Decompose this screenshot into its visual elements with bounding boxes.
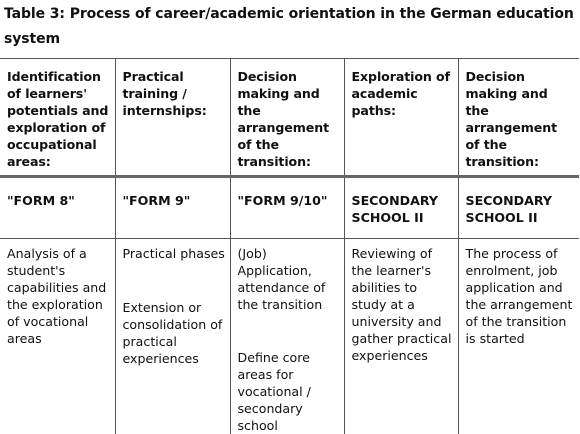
cell-paragraph: Practical phases [123,245,226,262]
table-row-forms [0,177,579,239]
form-cell-5: SECONDARY SCHOOL II [458,177,579,239]
table-header-row [0,59,579,177]
header-text: Identification of learners' potentials and exploration of occupational areas: [7,68,111,170]
header-text: Practical training / internships: [123,68,226,119]
cell-paragraph: Reviewing of the learner's abilities to study at a university and gather practical experiences [352,245,454,364]
cell-paragraph: Define core areas for vocational / secondary school [238,349,340,434]
header-text: Exploration of academic paths: [352,68,454,119]
header-cell-2 [115,59,230,177]
header-cell-3 [230,59,344,177]
cell-paragraph: (Job) Application, attendance of the transition [238,245,340,313]
cell-paragraph: Analysis of a student's capabilities and the exploration of vocational areas [7,245,111,347]
header-text: Decision making and the arrangement of the transition: [238,68,340,170]
content-cell-1 [0,239,115,434]
table-row-content [0,239,579,434]
content-cell-2 [115,239,230,434]
table-caption: Table 3: Process of career/academic orientation in the German education system [4,2,574,52]
form-cell-2: "FORM 9" [115,177,230,239]
header-text: Decision making and the arrangement of the transition: [466,68,576,170]
orientation-table [0,58,579,434]
form-cell-1: "FORM 8" [0,177,115,239]
header-cell-1 [0,59,115,177]
content-cell-5 [458,239,579,434]
content-cell-4 [344,239,458,434]
header-cell-5 [458,59,579,177]
cell-paragraph: The process of enrolment, job application and the arrangement of the transition is started [466,245,576,347]
form-cell-4: SECONDARY SCHOOL II [344,177,458,239]
header-cell-4 [344,59,458,177]
content-cell-3 [230,239,344,434]
cell-paragraph: Extension or consolidation of practical experiences [123,299,226,367]
form-cell-3: "FORM 9/10" [230,177,344,239]
